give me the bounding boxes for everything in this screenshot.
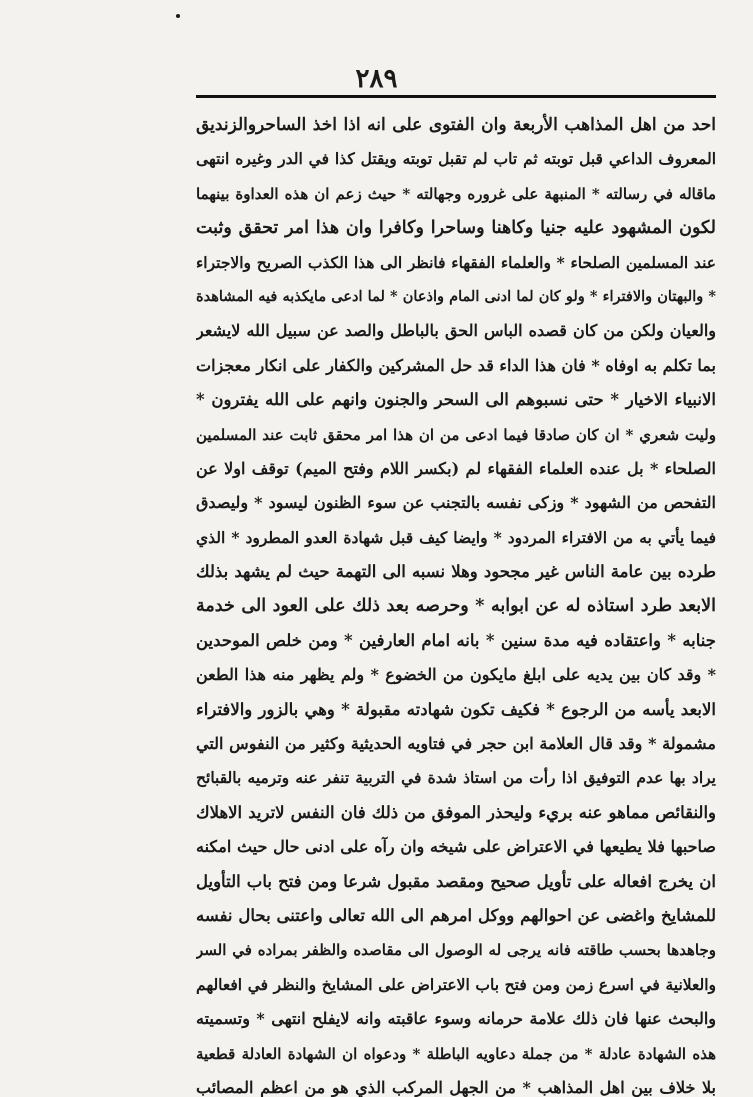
text-line: صاحبها فلا يطيعها في الاعتراض على شيخه وان رآه على ادنى حال حيث امكنه — [196, 837, 716, 857]
text-line: مشمولة * وقد قال العلامة ابن حجر في فتاويه الحديثية وكثير من النفوس التي — [196, 734, 716, 754]
text-line: الابعد طرد استاذه له عن ابوابه * وحرصه بعد ذلك على العود الى خدمة — [196, 596, 716, 617]
text-line: للمشايخ واغضى عن احوالهم ووكل امرهم الى الله تعالى واعتنى بحال نفسه — [196, 905, 716, 925]
text-line: وجاهدها بحسب طاقته فانه يرجى له الوصول الى مقاصده والظفر بمراده في السر — [196, 941, 716, 960]
text-line: احد من اهل المذاهب الأربعة وان الفتوى على انه اذا اخذ الساحروالزنديق — [196, 115, 716, 135]
text-line: المعروف الداعي قبل توبته ثم تاب لم تقبل توبته ويقتل كذا في الدر وغيره انتهى — [196, 149, 716, 169]
text-line: * والبهتان والافتراء * ولو كان لما ادنى المام واذعان * لما ادعى مايكذبه فيه المشاهدة — [196, 287, 716, 305]
text-line: جنابه * واعتقاده فيه مدة سنين * بانه امام العارفين * ومن خلص الموحدين — [196, 630, 716, 650]
text-line: * وقد كان بين يديه على ابلغ مايكون من الخضوع * ولم يظهر منه هذا الطعن — [196, 665, 716, 685]
text-line: طرده بين عامة الناس غير مجحود وهلا نسبه الى التهمة حيث لم يشهد بذلك — [196, 562, 716, 582]
text-line: الصلحاء * بل عنده العلماء الفقهاء لم (بكسر اللام وفتح الميم) توقف اولا عن — [196, 458, 716, 478]
text-line: وليت شعري * ان كان صادقا فيما ادعى من ان هذا امر محقق ثابت عند المسلمين — [196, 425, 716, 444]
text-line: بلا خلاف بين اهل المذاهب * من الجهل المركب الذي هو من اعظم المصائب — [196, 1077, 716, 1097]
text-line: والنقائص مماهو عنه بريء وليحذر الموفق من ذلك فان النفس لاتريد الاهلاك — [196, 802, 716, 822]
text-line: لكون المشهود عليه جنيا وكاهنا وساحرا وكافرا وان هذا امر تحقق وثبت — [196, 218, 716, 239]
header-rule — [196, 95, 716, 98]
text-body — [196, 108, 716, 1097]
text-line: عند المسلمين الصلحاء * والعلماء الفقهاء فانظر الى هذا الكذب الصريح والاجتراء — [196, 252, 716, 272]
text-line: التفحص من الشهود * وزكى نفسه بالتجنب عن سوء الظنون ليسود * وليصدق — [196, 493, 716, 513]
text-line: هذه الشهادة عادلة * من جملة دعاويه الباطلة * ودعواه ان الشهادة العادلة قطعية — [196, 1044, 716, 1063]
text-line: والبحث عنها فان ذلك علامة حرمانه وسوء عاقبته وانه لايفلح انتهى * وتسميته — [196, 1009, 716, 1029]
text-line: الابعد يأسه من الرجوع * فكيف تكون شهادته مقبولة * وهي بالزور والافتراء — [196, 699, 716, 719]
text-line: فيما يأتي به من الافتراء المردود * وايضا كيف قبل شهادة العدو المطرود * الذي — [196, 527, 716, 547]
ink-speck — [176, 14, 180, 18]
text-line: بما تكلم به اوفاه * فان هذا الداء قد حل المشركين والكفار على انكار معجزات — [196, 355, 716, 375]
text-line: يراد بها عدم التوفيق اذا رأت من استاذ شدة في التربية تنفر عنه وترميه بالقبائح — [196, 768, 716, 788]
text-line: الانبياء الاخيار * حتى نسبوهم الى السحر والجنون وانهم على الله يفترون * — [196, 390, 716, 410]
page-number: ٢٨٩ — [355, 64, 398, 94]
text-line: ماقاله في رسالته * المنبهة على غروره وجهالته * حيث زعم ان هذه العداوة بينهما — [196, 184, 716, 203]
text-line: والعلانية في اسرع زمن ومن فتح باب الاعتراض على المشايخ والنظر في افعالهم — [196, 974, 716, 994]
text-line: والعيان ولكن من كان قصده الباس الحق بالباطل والصد عن سبيل الله لايشعر — [196, 321, 716, 341]
text-line: ان يخرج افعاله على تأويل صحيح ومقصد مقبول شرعا ومن فتح باب التأويل — [196, 871, 716, 891]
